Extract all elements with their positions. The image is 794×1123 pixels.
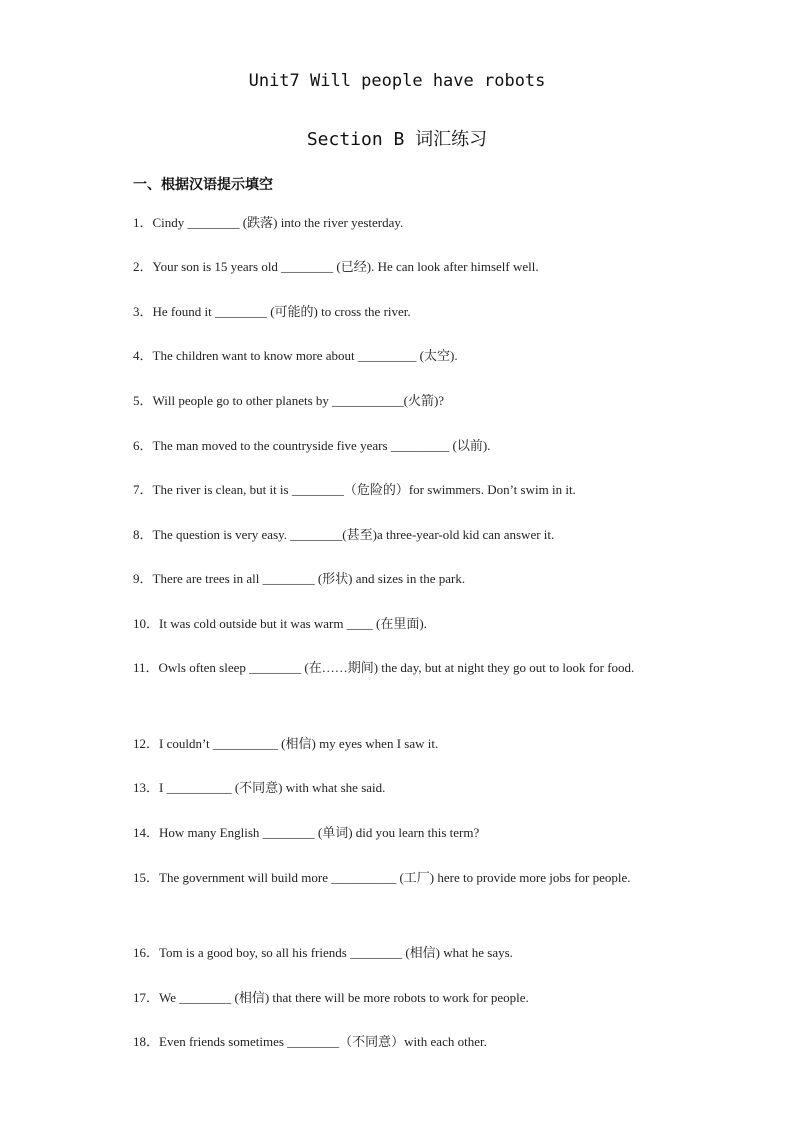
document-subtitle: Section B 词汇练习 [306,129,488,150]
question-15: 15．The government will build more __________ (工厂) here to provide more jobs for people. [133,870,631,885]
question-18: 18．Even friends sometimes ________（不同意）with each other. [133,1034,487,1049]
question-4: 4．The children want to know more about _________ (太空). [133,348,458,363]
question-7: 7．The river is clean, but it is ________（危险的）for swimmers. Don’t swim in it. [133,482,576,497]
question-12: 12．I couldn’t __________ (相信) my eyes when I saw it. [133,736,439,751]
question-11: 11．Owls often sleep ________ (在……期间) the day, but at night they go out to look for food. [133,660,635,675]
question-1: 1．Cindy ________ (跌落) into the river yesterday. [133,215,404,230]
section-heading: 一、根据汉语提示填空 [133,177,273,193]
question-2: 2．Your son is 15 years old ________ (已经). He can look after himself well. [133,259,539,274]
question-10: 10．It was cold outside but it was warm ____ (在里面). [133,616,427,631]
question-3: 3．He found it ________ (可能的) to cross the river. [133,304,411,319]
question-8: 8．The question is very easy. ________(甚至)a three-year-old kid can answer it. [133,527,555,542]
question-17: 17．We ________ (相信) that there will be more robots to work for people. [133,990,529,1005]
document-title: Unit7 Will people have robots [248,71,546,91]
question-6: 6．The man moved to the countryside five years _________ (以前). [133,438,491,453]
question-9: 9．There are trees in all ________ (形状) and sizes in the park. [133,571,466,586]
question-13: 13．I __________ (不同意) with what she said. [133,780,386,795]
question-16: 16．Tom is a good boy, so all his friends ________ (相信) what he says. [133,945,513,960]
question-14: 14．How many English ________ (单词) did you learn this term? [133,825,480,840]
question-5: 5．Will people go to other planets by ___________(火箭)? [133,393,445,408]
